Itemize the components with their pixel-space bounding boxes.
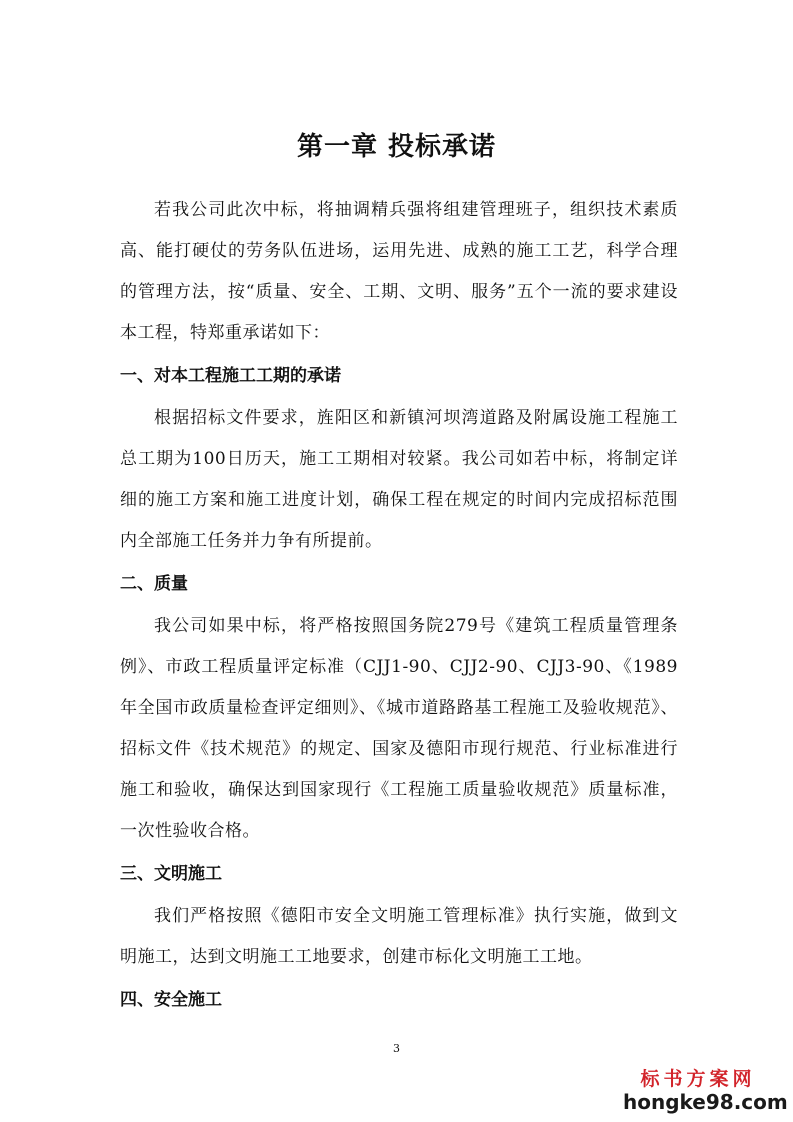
section-text-civilized-construction: 我们严格按照《德阳市安全文明施工管理标准》执行实施，做到文明施工，达到文明施工工地要求，创建市标化文明施工工地。 <box>120 906 678 967</box>
watermark-url: hongke98.com <box>623 1090 788 1114</box>
watermark-chinese: 标书方案网 <box>640 1068 756 1090</box>
section-text-quality: 我公司如果中标，将严格按照国务院279号《建筑工程质量管理条例》、市政工程质量评定标准（CJJ1-90、CJJ2-90、CJJ3-90、《1989年全国市政质量检查评定细则》、《城市道路路基工程施工及验收规范》、招标文件《技术规范》的规定、国家及德阳市现行规范、行业标准进行施工和验收，确保达到国家现行《工程施工质量验收规范》质量标准，一次性验收合格。 <box>120 616 678 841</box>
section-heading-safety: 四、安全施工 <box>120 990 222 1010</box>
watermark-logo <box>623 1068 788 1114</box>
page-number: 3 <box>393 1042 400 1055</box>
document-body <box>120 190 678 1022</box>
section-heading-civilized-construction: 三、文明施工 <box>120 864 222 884</box>
chapter-title: 第一章 投标承诺 <box>296 132 497 162</box>
section-heading-quality: 二、质量 <box>120 574 188 594</box>
section-heading-schedule: 一、对本工程施工工期的承诺 <box>120 366 341 386</box>
intro-paragraph: 若我公司此次中标，将抽调精兵强将组建管理班子，组织技术素质高、能打硬仗的劳务队伍进场，运用先进、成熟的施工工艺，科学合理的管理方法，按“质量、安全、工期、文明、服务”五个一流的要求建设本工程，特郑重承诺如下： <box>120 200 678 343</box>
section-text-schedule: 根据招标文件要求，旌阳区和新镇河坝湾道路及附属设施工程施工总工期为100日历天，施工工期相对较紧。我公司如若中标，将制定详细的施工方案和施工进度计划，确保工程在规定的时间内完成招标范围内全部施工任务并力争有所提前。 <box>120 408 678 551</box>
